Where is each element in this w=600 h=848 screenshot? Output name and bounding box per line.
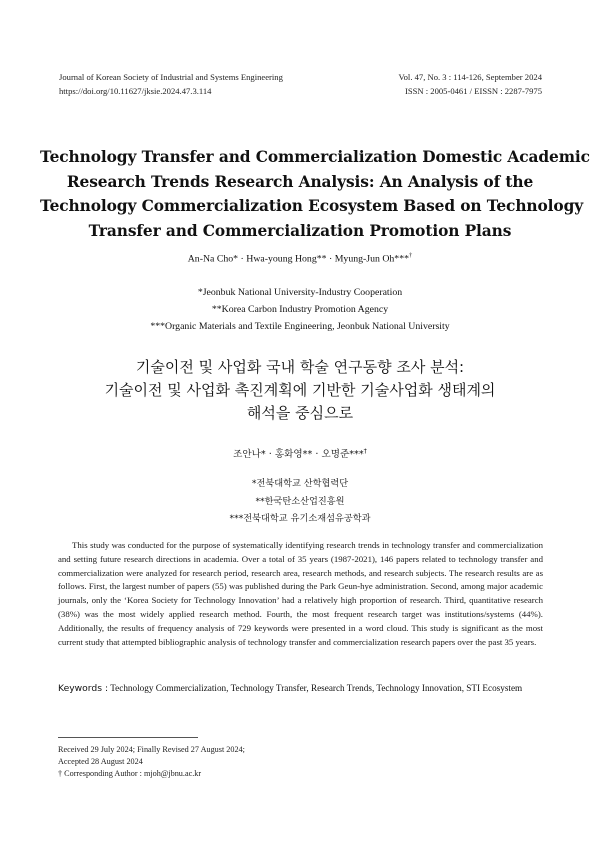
english-title-line: Research Trends Research Analysis: An Analysis of the <box>66 172 534 191</box>
keywords-text: Technology Commercialization, Technology Transfer, Research Trends, Technology Innovation, STI Ecosystem <box>110 683 523 693</box>
affiliation-line: ***전북대학교 유기소재섬유공학과 <box>229 513 371 524</box>
affiliation-line: *전북대학교 산학협력단 <box>251 478 349 489</box>
english-title <box>40 145 590 243</box>
english-title-line: Technology Transfer and Commercialization Domestic Academic <box>40 148 590 166</box>
author-name: An-Na Cho* <box>187 253 239 265</box>
footnotes <box>58 744 245 780</box>
received-date: Received 29 July 2024; Finally Revised 27 August 2024; <box>58 745 245 754</box>
author-separator: · <box>326 253 335 265</box>
affiliation-line: *Jeonbuk National University-Industry Cooperation <box>197 287 403 298</box>
author-separator: · <box>238 253 247 265</box>
volume-info: Vol. 47, No. 3 : 114-126, September 2024 <box>398 72 542 82</box>
journal-name: Journal of Korean Society of Industrial and Systems Engineering <box>59 72 283 82</box>
author-list-en <box>0 252 600 264</box>
author-name: 홍화영** <box>274 449 313 460</box>
running-header-left <box>59 71 283 98</box>
running-header-right <box>399 71 542 98</box>
korean-title <box>40 356 560 425</box>
footnote-divider <box>58 737 198 738</box>
english-title-line: Transfer and Commercialization Promotion Plans <box>88 221 512 240</box>
accepted-date: Accepted 28 August 2024 <box>58 757 143 766</box>
affiliation-line: ***Organic Materials and Textile Engineering, Jeonbuk National University <box>150 321 450 332</box>
author-separator: · <box>265 449 275 460</box>
author-name: 조안나* <box>233 449 266 460</box>
keywords-label: Keywords : <box>58 683 109 694</box>
author-name: Myung-Jun Oh*** <box>334 253 409 265</box>
affiliation-line: **한국탄소산업진흥원 <box>255 495 345 507</box>
corresponding-mark: † <box>409 252 413 259</box>
korean-title-line: 기술이전 및 사업화 국내 학술 연구동향 조사 분석: <box>135 358 465 376</box>
korean-title-line: 해석을 중심으로 <box>246 404 354 422</box>
affiliations-en <box>0 284 600 335</box>
abstract-text: This study was conducted for the purpose of systematically identifying research trends in technology transfer and commercialization and setting future research directions in academia. Over a total of 35 years (1987-2021), 146 papers related to technology transfer and commercialization were analyzed for research period, research area, research methods, and research subjects. The research results are as follows. First, the largest number of papers (55) was published during the Park Geun-hye administration. Second, among major academic journals, only the ‘Korea Society for Technology Innovation’ had a relatively high proportion of research. Third, quantitative research (38%) was the most widely applied research method. Fourth, the most frequent research target was institutions/systems (44%). Additionally, the results of frequency analysis of 729 keywords were presented in a word cloud. This study is significant as the most current study that attempted bibliographic analysis of technology transfer and commercialization research papers over the past 35 years. <box>58 540 543 647</box>
author-name: Hwa-young Hong** <box>246 253 327 265</box>
author-list-ko <box>0 446 600 460</box>
issn-info: ISSN : 2005-0461 / EISSN : 2287-7975 <box>404 85 542 96</box>
affiliation-line: **Korea Carbon Industry Promotion Agency <box>211 304 389 315</box>
keywords <box>58 683 548 694</box>
english-title-line: Technology Commercialization Ecosystem Based on Technology <box>40 197 584 215</box>
author-name: 오명준*** <box>321 449 364 460</box>
korean-title-line: 기술이전 및 사업화 촉진계획에 기반한 기술사업화 생태계의 <box>104 381 496 399</box>
affiliations-ko <box>0 475 600 528</box>
corresponding-mark: † <box>363 446 367 455</box>
doi-link[interactable]: https://doi.org/10.11627/jksie.2024.47.3.114 <box>59 85 212 96</box>
corresponding-author: † Corresponding Author : mjoh@jbnu.ac.kr <box>58 769 202 778</box>
author-separator: · <box>312 449 322 460</box>
